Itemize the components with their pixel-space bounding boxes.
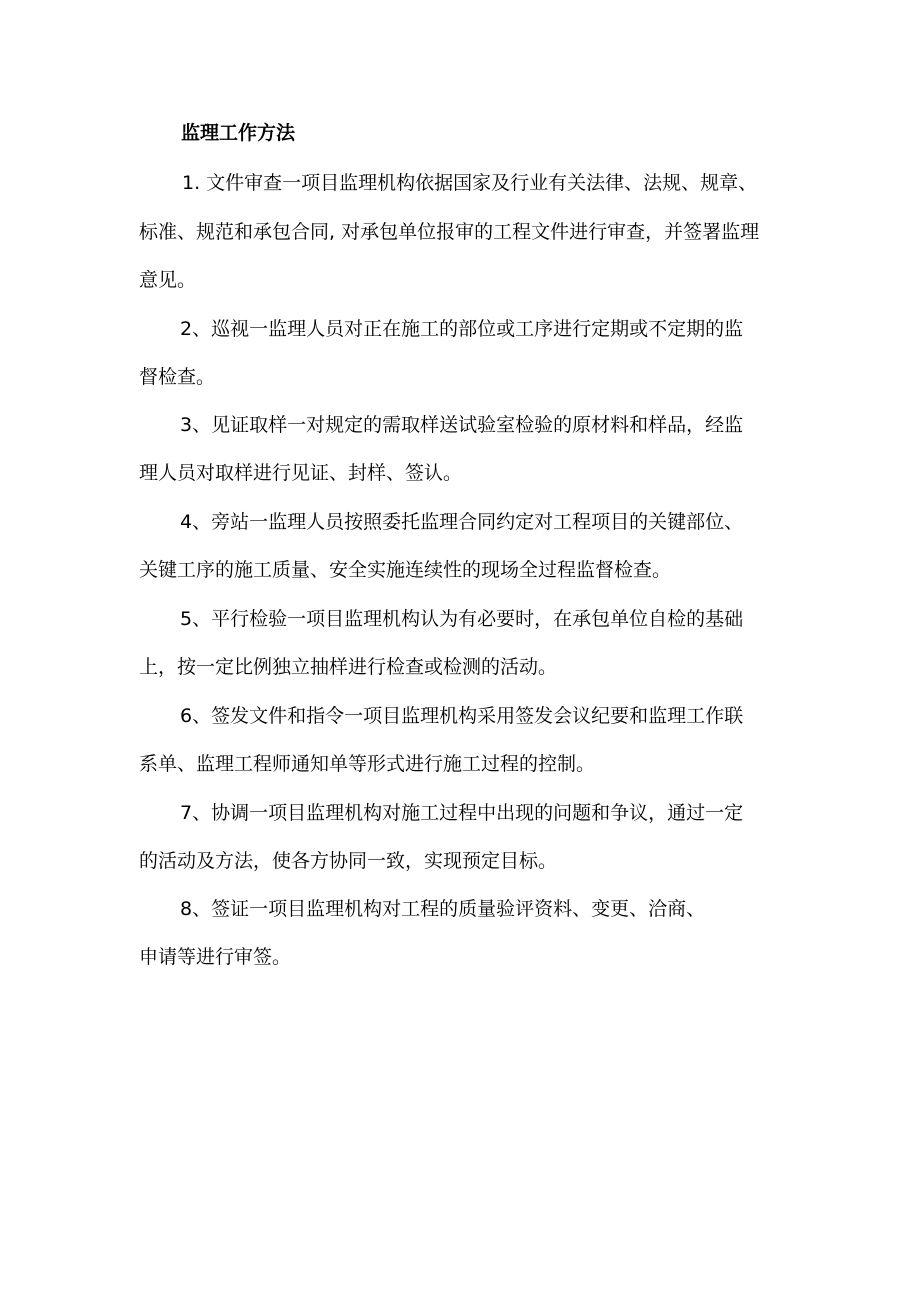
method-item-7-line-2: 的活动及方法，使各方协同一致，实现预定目标。: [139, 850, 558, 872]
method-item-3-line-2: 理人员对取样进行见证、封样、签认。: [139, 462, 463, 484]
method-item-2-line-1: 2、巡视一监理人员对正在施工的部位或工序进行定期或不定期的监: [180, 318, 744, 340]
page-title: 监理工作方法: [181, 122, 296, 144]
method-item-3-line-1: 3、见证取样一对规定的需取样送试验室检验的原材料和样品，经监: [180, 414, 744, 436]
method-item-4-line-2: 关键工序的施工质量、安全实施连续性的现场全过程监督检查。: [139, 559, 672, 581]
method-item-1-line-3: 意见。: [139, 269, 197, 291]
method-item-4-line-1: 4、旁站一监理人员按照委托监理合同约定对工程项目的关键部位、: [180, 511, 744, 533]
method-item-6-line-2: 系单、监理工程师通知单等形式进行施工过程的控制。: [139, 753, 596, 775]
method-item-8-line-1: 8、签证一项目监理机构对工程的质量验评资料、变更、洽商、: [180, 898, 706, 920]
method-item-2-line-2: 督检查。: [139, 366, 216, 388]
method-item-5-line-1: 5、平行检验一项目监理机构认为有必要时，在承包单位自检的基础: [180, 608, 744, 630]
method-item-8-line-2: 申请等进行审签。: [139, 946, 292, 968]
method-item-5-line-2: 上，按一定比例独立抽样进行检查或检测的活动。: [139, 656, 558, 678]
method-item-7-line-1: 7、协调一项目监理机构对施工过程中出现的问题和争议，通过一定: [180, 802, 744, 824]
method-item-6-line-1: 6、签发文件和指令一项目监理机构采用签发会议纪要和监理工作联: [180, 705, 744, 727]
method-item-1-line-2: 标准、规范和承包合同, 对承包单位报审的工程文件进行审查，并签署监理: [139, 221, 760, 243]
method-item-1-line-1: 1. 文件审查一项目监理机构依据国家及行业有关法律、法规、规章、: [182, 172, 758, 194]
